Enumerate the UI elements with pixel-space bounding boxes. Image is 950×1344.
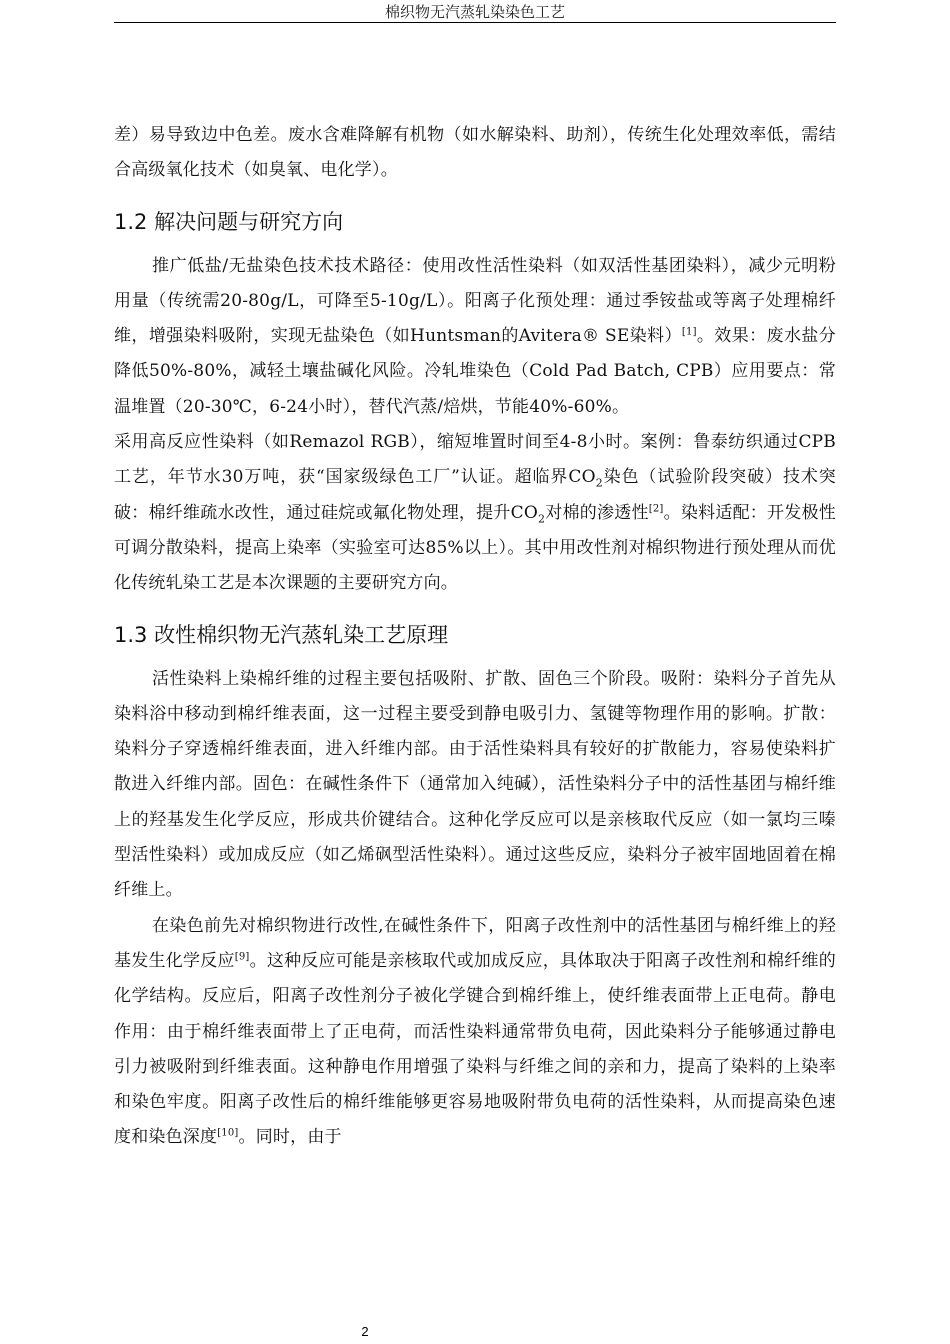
text-run: 染色（试验阶段突破）技术突破：棉纤维疏水改性，通过硅烷或氟化物处理，提升CO — [114, 467, 836, 523]
citation-10: [10] — [217, 1127, 239, 1139]
header-divider — [114, 22, 836, 23]
paragraph-continued: 差）易导致边中色差。废水含难降解有机物（如水解染料、助剂），传统生化处理效率低，需结合高级氧化技术（如臭氧、电化学）。 — [114, 125, 836, 181]
section-heading-1-3: 1.3 改性棉织物无汽蒸轧染工艺原理 — [114, 622, 449, 647]
text-run: 对棉的渗透性 — [545, 502, 649, 523]
text-run: 推广低盐/无盐染色技术技术路径：使用改性活性染料（如双活性基团染料），减少元明粉用量（传统需20-80g/L，可降至5-10g/L）。阳离子化预处理：通过季铵盐或等离子处理棉纤维，增强染料吸附，实现无盐染色（如Huntsman的Avitera® SE染料） — [114, 255, 836, 347]
document-body — [114, 118, 836, 1156]
text-run: 。同时，由于 — [238, 1127, 342, 1148]
text-run: 。这种反应可能是亲核取代或加成反应，具体取决于阳离子改性剂和棉纤维的化学结构。反应后，阳离子改性剂分子被化学键合到棉纤维上，使纤维表面带上正电荷。静电作用：由于棉纤维表面带上了正电荷，而活性染料通常带负电荷，因此染料分子能够通过静电引力被吸附到纤维表面。这种静电作用增强了染料与纤维之间的亲和力，提高了染料的上染率和染色牢度。阳离子改性后的棉纤维能够更容易地吸附带负电荷的活性染料，从而提高染色速度和染色深度 — [114, 950, 836, 1148]
section-heading-1-2: 1.2 解决问题与研究方向 — [114, 209, 344, 234]
paragraph-supercritical-co2 — [114, 425, 836, 601]
citation-2: [2] — [648, 503, 664, 515]
subscript-2: 2 — [538, 512, 546, 526]
paragraph-cationic-modification — [114, 909, 836, 1156]
page-number: 2 — [361, 1324, 369, 1339]
text-run: 。效果：废水盐分降低50%-80%，减轻土壤盐碱化风险。冷轧堆染色（Cold Pad Batch, CPB）应用要点：常温堆置（20-30℃，6-24小时），替代汽蒸/焙烘，节能40%-60%。 — [114, 326, 836, 417]
citation-9: [9] — [234, 951, 250, 963]
running-header-title: 棉织物无汽蒸轧染染色工艺 — [384, 3, 565, 21]
text-run: 采用高反应性染料（如Remazol RGB），缩短堆置时间至4-8小时。案例：鲁泰纺织通过CPB工艺，年节水30万吨，获“国家级绿色工厂”认证。超临界CO — [114, 432, 836, 488]
text-run: 。染料适配：开发极性可调分散染料，提高上染率（实验室可达85%以上）。其中用改性剂对棉织物进行预处理从而优化传统轧染工艺是本次课题的主要研究方向。 — [114, 502, 836, 594]
subscript-2: 2 — [595, 476, 603, 490]
paragraph-low-salt-dyeing — [114, 249, 836, 425]
paragraph-dyeing-stages: 活性染料上染棉纤维的过程主要包括吸附、扩散、固色三个阶段。吸附：染料分子首先从染料浴中移动到棉纤维表面，这一过程主要受到静电吸引力、氢键等物理作用的影响。扩散：染料分子穿透棉纤维表面，进入纤维内部。由于活性染料具有较好的扩散能力，容易使染料扩散进入纤维内部。固色：在碱性条件下（通常加入纯碱），活性染料分子中的活性基团与棉纤维上的羟基发生化学反应，形成共价键结合。这种化学反应可以是亲核取代反应（如一氯均三嗪型活性染料）或加成反应（如乙烯砜型活性染料）。通过这些反应，染料分子被牢固地固着在棉纤维上。 — [114, 668, 836, 901]
text-run: 在染色前先对棉织物进行改性,在碱性条件下，阳离子改性剂中的活性基团与棉纤维上的羟基发生化学反应 — [114, 915, 836, 971]
citation-1: [1] — [681, 326, 697, 338]
